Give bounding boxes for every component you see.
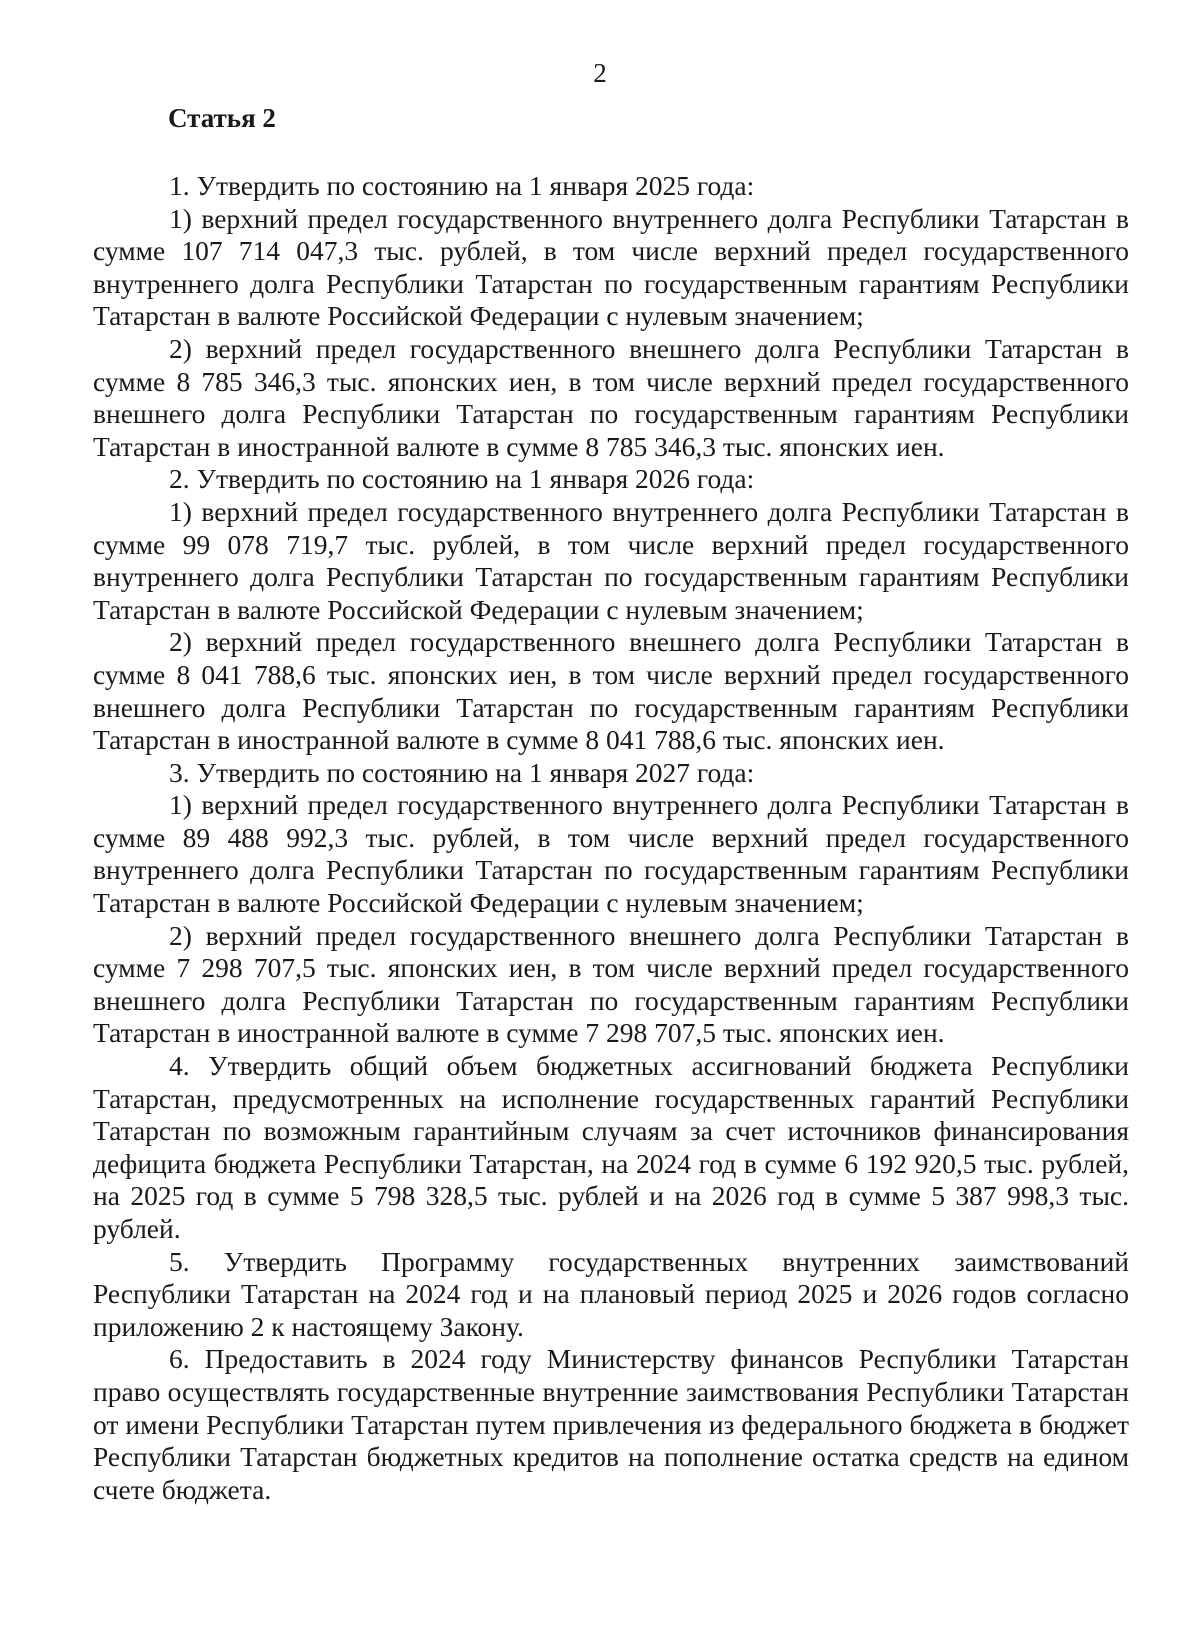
- article-title: Статья 2: [168, 103, 276, 133]
- paragraph-3: 3. Утвердить по состоянию на 1 января 2027 года:: [169, 756, 755, 788]
- paragraph-1-1: 1) верхний предел государственного внутреннего долга Республики Татарстан в сумме 107 714 047,3 тыс. рублей, в том числе верхний предел государственного внутреннего долга Республики Татарстан по государственным гарантиям Республики Татарстан в валюте Российской Федерации с нулевым значением;: [93, 202, 1129, 332]
- paragraph-2-1: 1) верхний предел государственного внутреннего долга Республики Татарстан в сумме 99 078 719,7 тыс. рублей, в том числе верхний предел государственного внутреннего долга Республики Татарстан по государственным гарантиям Республики Татарстан в валюте Российской Федерации с нулевым значением;: [93, 495, 1129, 625]
- paragraph-6: 6. Предоставить в 2024 году Министерству финансов Республики Татарстан право осуществлять государственные внутренние заимствования Республики Татарстан от имени Республики Татарстан путем привлечения из федерального бюджета в бюджет Республики Татарстан бюджетных кредитов на пополнение остатка средств на едином счете бюджета.: [93, 1343, 1129, 1505]
- paragraph-2-2: 2) верхний предел государственного внешнего долга Республики Татарстан в сумме 8 041 788,6 тыс. японских иен, в том числе верхний предел государственного внешнего долга Республики Татарстан по государственным гарантиям Республики Татарстан в иностранной валюте в сумме 8 041 788,6 тыс. японских иен.: [93, 626, 1129, 756]
- page-number: 2: [593, 58, 607, 88]
- paragraph-5: 5. Утвердить Программу государственных внутренних заимствований Республики Татарстан на 2024 год и на плановый период 2025 и 2026 годов согласно приложению 2 к настоящему Закону.: [93, 1245, 1129, 1342]
- paragraph-1: 1. Утвердить по состоянию на 1 января 2025 года:: [169, 170, 755, 201]
- paragraph-3-2: 2) верхний предел государственного внешнего долга Республики Татарстан в сумме 7 298 707,5 тыс. японских иен, в том числе верхний предел государственного внешнего долга Республики Татарстан по государственным гарантиям Республики Татарстан в иностранной валюте в сумме 7 298 707,5 тыс. японских иен.: [93, 919, 1129, 1049]
- article-body: [93, 170, 1129, 1506]
- paragraph-3-1: 1) верхний предел государственного внутреннего долга Республики Татарстан в сумме 89 488 992,3 тыс. рублей, в том числе верхний предел государственного внутреннего долга Республики Татарстан по государственным гарантиям Республики Татарстан в валюте Российской Федерации с нулевым значением;: [93, 789, 1129, 919]
- paragraph-2: 2. Утвердить по состоянию на 1 января 2026 года:: [169, 463, 755, 495]
- paragraph-1-2: 2) верхний предел государственного внешнего долга Республики Татарстан в сумме 8 785 346,3 тыс. японских иен, в том числе верхний предел государственного внешнего долга Республики Татарстан по государственным гарантиям Республики Татарстан в иностранной валюте в сумме 8 785 346,3 тыс. японских иен.: [93, 332, 1129, 462]
- paragraph-4: 4. Утвердить общий объем бюджетных ассигнований бюджета Республики Татарстан, предусмотренных на исполнение государственных гарантий Республики Татарстан по возможным гарантийным случаям за счет источников финансирования дефицита бюджета Республики Татарстан, на 2024 год в сумме 6 192 920,5 тыс. рублей, на 2025 год в сумме 5 798 328,5 тыс. рублей и на 2026 год в сумме 5 387 998,3 тыс. рублей.: [93, 1050, 1129, 1244]
